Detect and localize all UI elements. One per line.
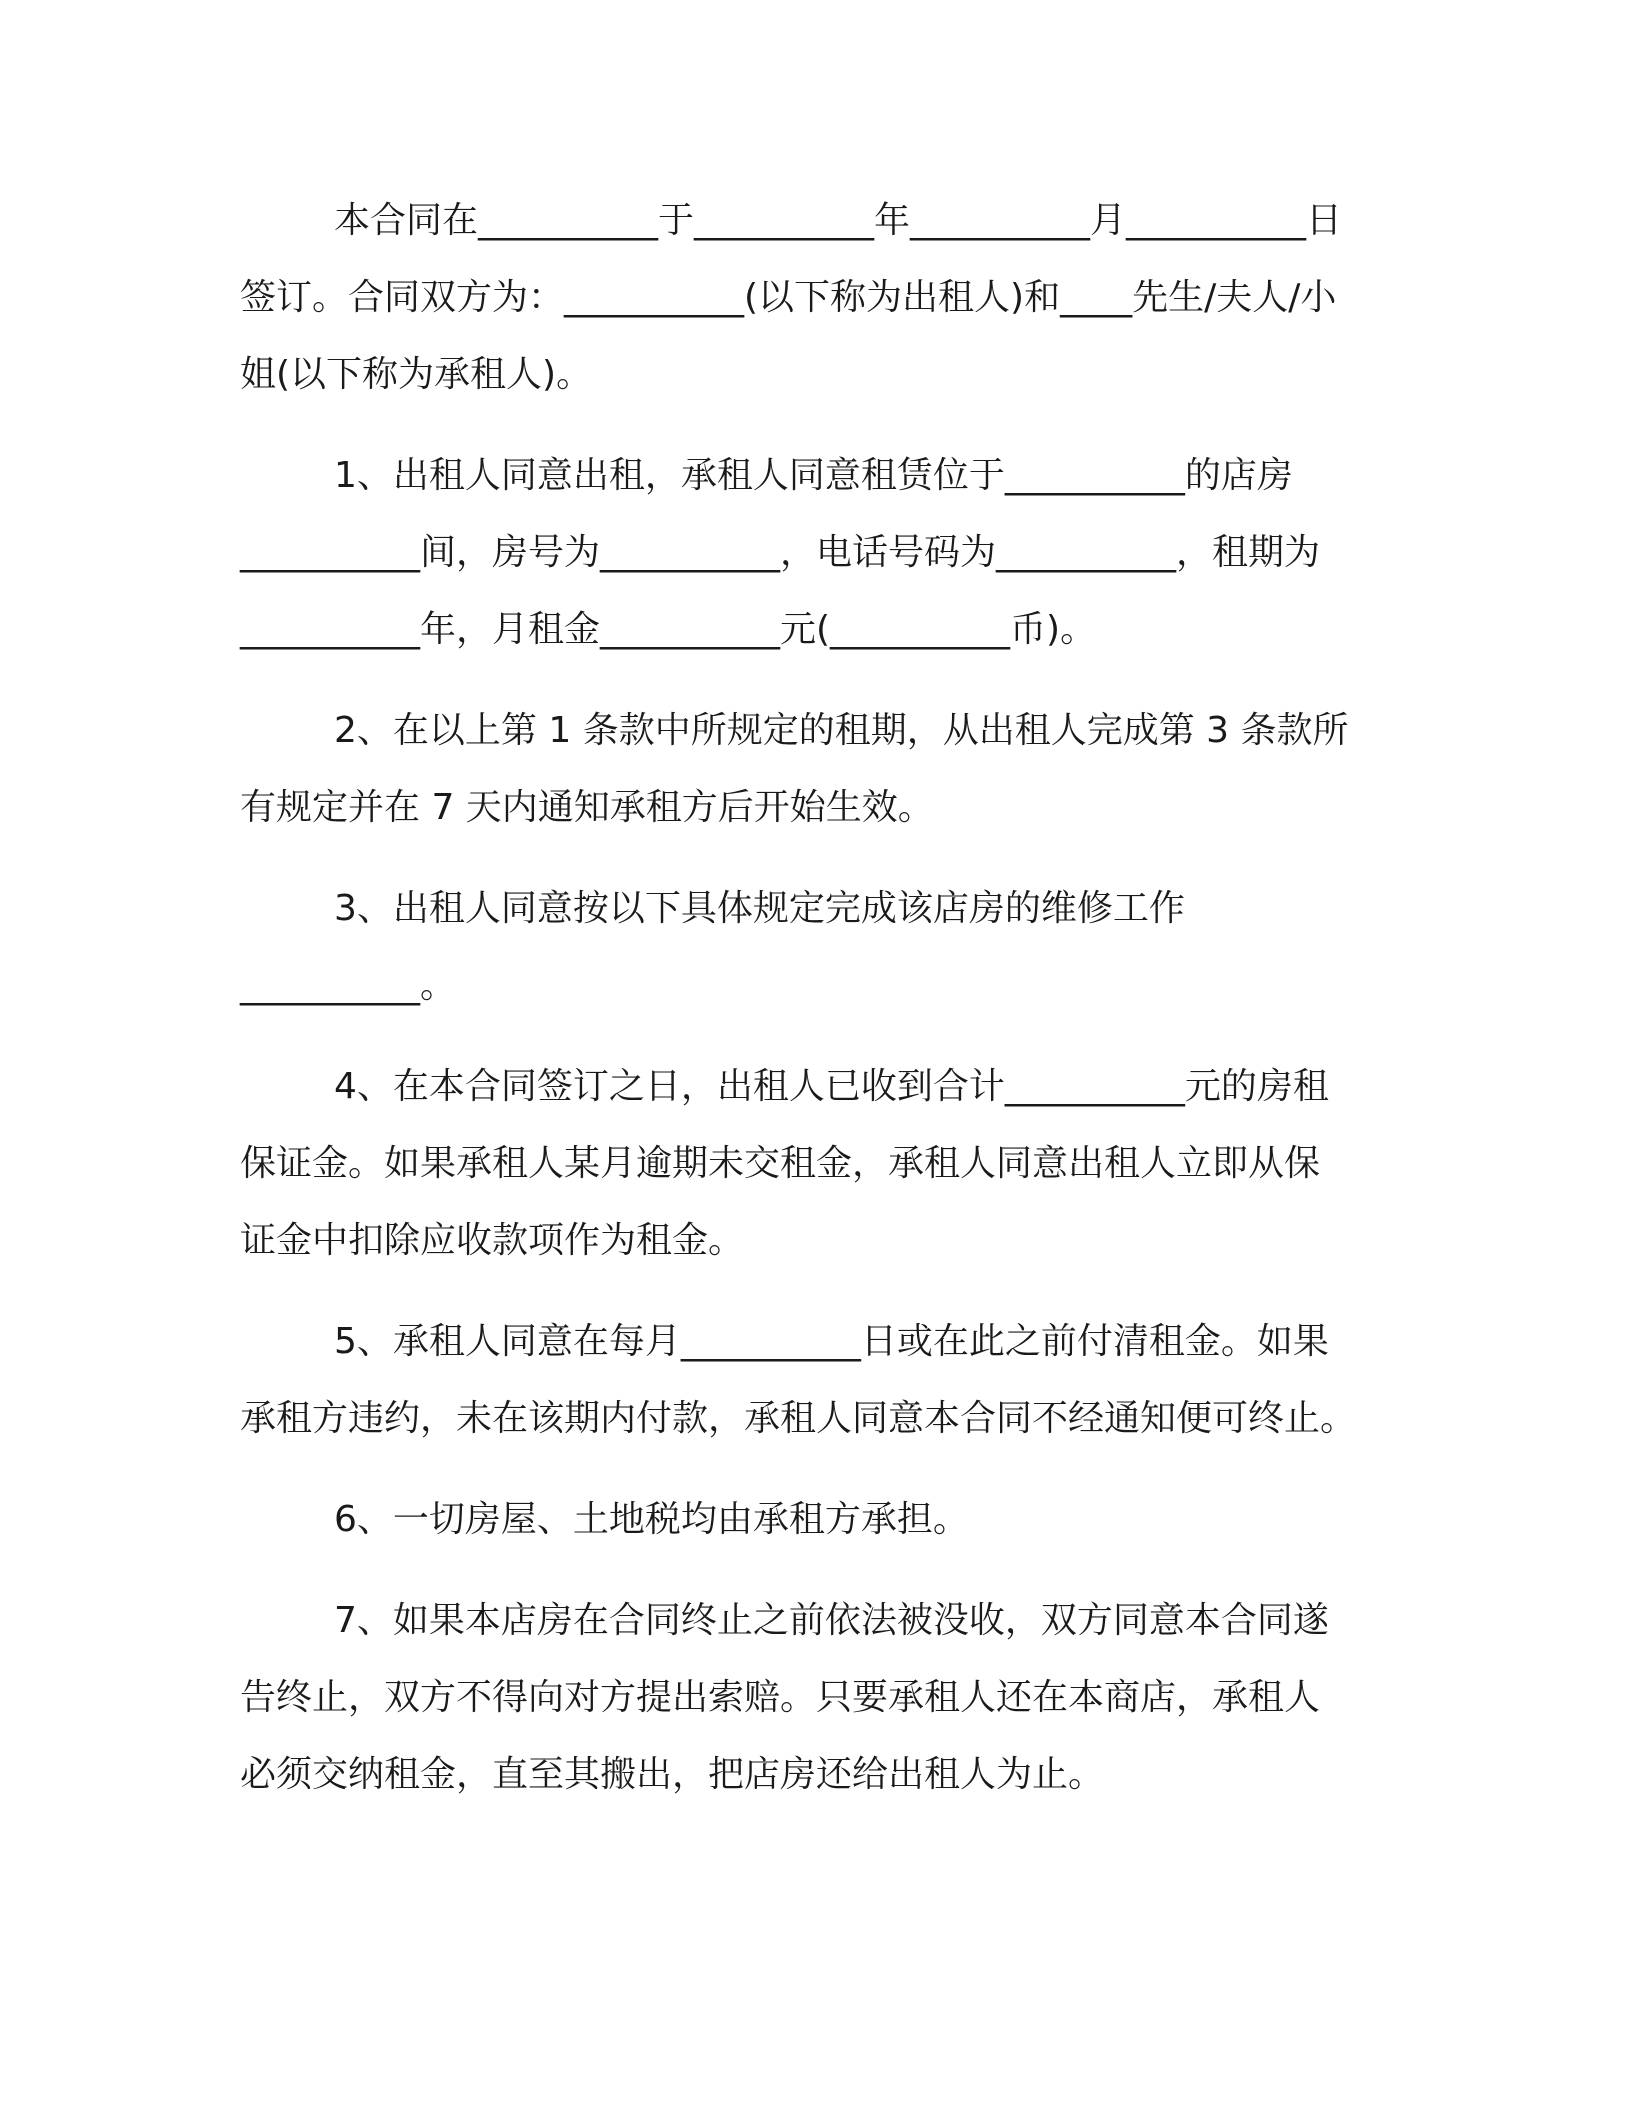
text-line: 4、在本合同签订之日，出租人已收到合计__________元的房租 [334,1066,1329,1107]
text-line: 7、如果本店房在合同终止之前依法被没收，双方同意本合同遂 [334,1600,1329,1641]
text-line: __________。 [240,965,457,1006]
text-line: 1、出租人同意出租，承租人同意租赁位于__________的店房 [334,455,1293,496]
text-line: 6、一切房屋、土地税均由承租方承担。 [334,1499,969,1540]
text-line: 证金中扣除应收款项作为租金。 [240,1220,745,1261]
paragraph-preamble [240,182,1395,413]
text-line: __________间，房号为__________，电话号码为__________，租期为 [240,532,1321,573]
paragraph-clause-4 [240,1048,1395,1279]
text-line: 保证金。如果承租人某月逾期未交租金，承租人同意出租人立即从保 [240,1143,1321,1184]
text-line: 2、在以上第 1 条款中所规定的租期，从出租人完成第 3 条款所 [334,710,1349,751]
paragraph-clause-7 [240,1582,1395,1813]
text-line: 必须交纳租金，直至其搬出，把店房还给出租人为止。 [240,1754,1105,1795]
text-line: 姐(以下称为承租人)。 [240,354,593,395]
text-line: 5、承租人同意在每月__________日或在此之前付清租金。如果 [334,1321,1329,1362]
contract-body [240,182,1395,1813]
text-line: 告终止，双方不得向对方提出索赔。只要承租人还在本商店，承租人 [240,1677,1321,1718]
text-line: 签订。合同双方为：__________(以下称为出租人)和____先生/夫人/小 [240,277,1337,318]
paragraph-clause-5 [240,1303,1395,1457]
text-line: 承租方违约，未在该期内付款，承租人同意本合同不经通知便可终止。 [240,1398,1357,1439]
text-line: 本合同在__________于__________年__________月__________日 [334,200,1343,241]
paragraph-clause-2 [240,692,1395,846]
paragraph-clause-1 [240,437,1395,668]
text-line: 3、出租人同意按以下具体规定完成该店房的维修工作 [334,888,1185,929]
text-line: 有规定并在 7 天内通知承租方后开始生效。 [240,787,934,828]
paragraph-clause-3 [240,870,1395,1024]
paragraph-clause-6 [240,1481,1395,1558]
text-line: __________年，月租金__________元(__________币)。 [240,609,1097,650]
